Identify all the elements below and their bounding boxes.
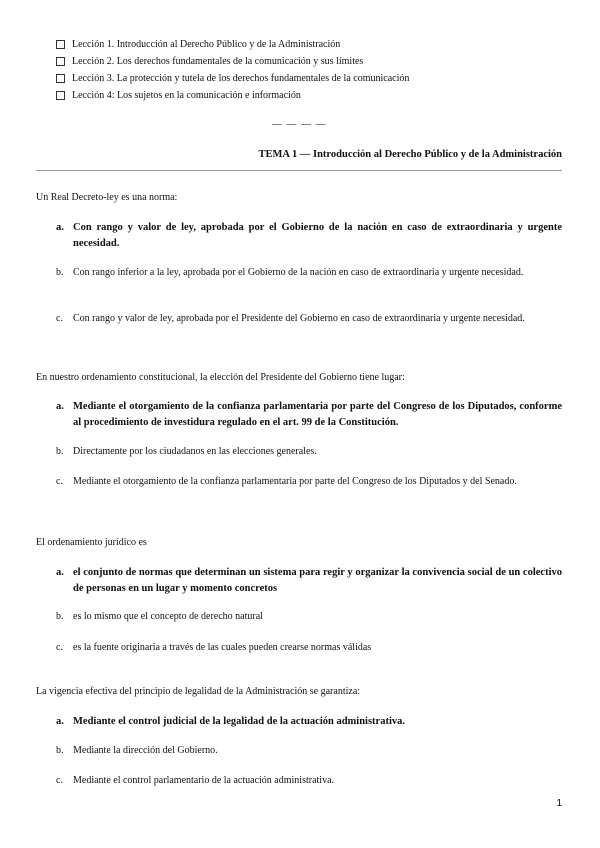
option-correct <box>56 399 562 430</box>
option-letter: c. <box>56 476 63 487</box>
lesson-item[interactable] <box>56 87 409 104</box>
option-text: el conjunto de normas que determinan un sistema para regir y organizar la convivencia social de un colectivo de personas en un lugar y momento concretos <box>73 567 562 594</box>
question-text: La vigencia efectiva del principio de legalidad de la Administración se garantiza: <box>36 686 361 697</box>
option-text: Mediante la dirección del Gobierno. <box>73 745 218 756</box>
question-text: El ordenamiento jurídico es <box>36 537 147 548</box>
lesson-label: Lección 4: Los sujetos en la comunicación e información <box>72 90 301 101</box>
option-letter: b. <box>56 446 64 457</box>
option-correct <box>56 714 562 730</box>
section-separator: — — — — <box>272 119 327 130</box>
lesson-label: Lección 1. Introducción al Derecho Público y de la Administración <box>72 39 341 50</box>
option <box>56 474 562 490</box>
option <box>56 444 562 460</box>
lesson-label: Lección 3. La protección y tutela de los derechos fundamentales de la comunicación <box>72 73 410 84</box>
checkbox-icon[interactable] <box>56 57 65 66</box>
option <box>56 773 562 789</box>
question-text: Un Real Decreto-ley es una norma: <box>36 192 178 203</box>
checkbox-icon[interactable] <box>56 74 65 83</box>
option-letter: b. <box>56 611 64 622</box>
option <box>56 640 562 656</box>
option <box>56 311 562 327</box>
option-letter: b. <box>56 745 64 756</box>
option-correct <box>56 220 562 251</box>
option-letter: a. <box>56 222 64 233</box>
checkbox-icon[interactable] <box>56 40 65 49</box>
option-correct <box>56 565 562 596</box>
option-text: es la fuente originaria a través de las cuales pueden crearse normas válidas <box>73 642 372 653</box>
lesson-list <box>56 36 409 104</box>
option-letter: c. <box>56 775 63 786</box>
option <box>56 265 562 281</box>
option-text: Mediante el control judicial de la legalidad de la actuación administrativa. <box>73 716 406 727</box>
title-rule <box>36 170 562 171</box>
option-text: Con rango y valor de ley, aprobada por el Presidente del Gobierno en caso de extraordinaria y urgente necesidad. <box>73 313 525 324</box>
option-text: Con rango inferior a la ley, aprobada por el Gobierno de la nación en caso de extraordinaria y urgente necesidad. <box>73 267 524 278</box>
lesson-label: Lección 2. Los derechos fundamentales de la comunicación y sus límites <box>72 56 364 67</box>
page-number: 1 <box>556 798 562 809</box>
tema-title: TEMA 1 — Introducción al Derecho Público y de la Administración <box>258 149 562 160</box>
option-letter: a. <box>56 716 64 727</box>
option-letter: a. <box>56 567 64 578</box>
checkbox-icon[interactable] <box>56 91 65 100</box>
option-text: Con rango y valor de ley, aprobada por el Gobierno de la nación en caso de extraordinaria y urgente necesidad. <box>73 222 562 249</box>
option-text: es lo mismo que el concepto de derecho natural <box>73 611 263 622</box>
option-letter: c. <box>56 313 63 324</box>
option-letter: c. <box>56 642 63 653</box>
option-letter: b. <box>56 267 64 278</box>
lesson-item[interactable] <box>56 70 409 87</box>
option-text: Mediante el otorgamiento de la confianza parlamentaria por parte del Congreso de los Diputados y del Senado. <box>73 476 517 487</box>
question-text: En nuestro ordenamiento constitucional, la elección del Presidente del Gobierno tiene lugar: <box>36 372 405 383</box>
option <box>56 743 562 759</box>
option-text: Mediante el control parlamentario de la actuación administrativa. <box>73 775 335 786</box>
option <box>56 609 562 625</box>
option-text: Directamente por los ciudadanos en las elecciones generales. <box>73 446 317 457</box>
lesson-item[interactable] <box>56 36 409 53</box>
lesson-item[interactable] <box>56 53 409 70</box>
option-letter: a. <box>56 401 64 412</box>
option-text: Mediante el otorgamiento de la confianza parlamentaria por parte del Congreso de los Diputados, conforme al procedimiento de investidura regulado en el art. 99 de la Constitución. <box>73 401 562 428</box>
